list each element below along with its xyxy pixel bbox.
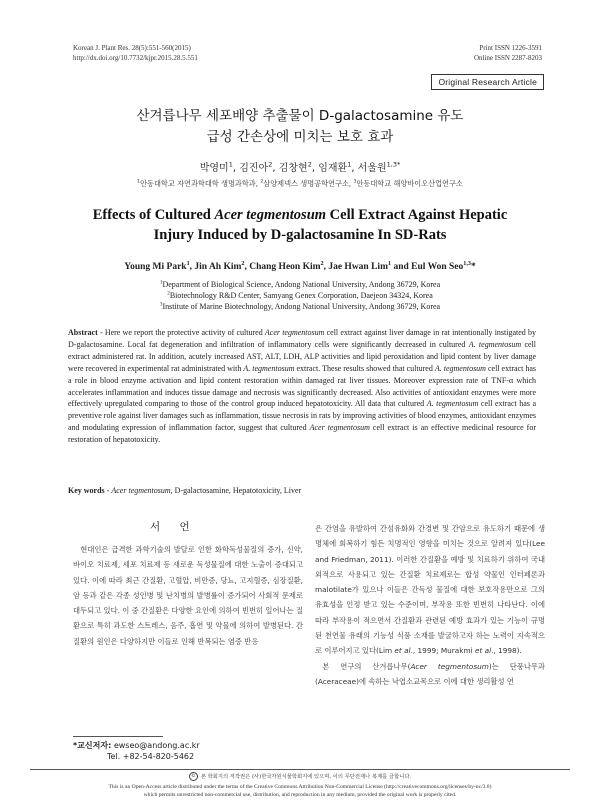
text-run: - Here we report the protective activity of cultured — [97, 328, 265, 337]
author-separator: , — [189, 262, 195, 272]
english-authors — [0, 262, 600, 272]
author-separator: and — [391, 262, 412, 272]
species-name: Acer tegmentosum — [264, 328, 325, 337]
doi-link[interactable]: http://dx.doi.org/10.7732/kjpr.2015.28.5.551 — [73, 54, 198, 62]
footnote-divider — [73, 736, 163, 737]
author-affiliation-marker: 1 — [387, 260, 392, 267]
korean-title — [0, 106, 600, 148]
article-type-badge: Original Research Article — [431, 74, 544, 90]
author-affiliation-marker: 2 — [320, 260, 324, 267]
species-name: Acer tegmentosum — [410, 661, 489, 671]
english-title-line1 — [0, 205, 600, 225]
affiliation-marker: 3 — [159, 301, 163, 308]
author-affiliation-marker: 2 — [268, 160, 273, 169]
affiliation-line — [0, 301, 600, 312]
affiliation-marker: 3 — [353, 179, 357, 185]
abstract-label: Abstract — [68, 328, 98, 337]
author-separator: , — [323, 262, 329, 272]
correspondence-label: *교신저자: — [73, 741, 112, 750]
author-name: Chang Heon Kim — [249, 262, 321, 272]
species-name: A. tegmentosum — [426, 399, 479, 409]
english-affiliations — [0, 279, 600, 312]
affiliation-marker: 1 — [159, 279, 163, 286]
correspondence-email[interactable]: ewseo@andong.ac.kr — [111, 741, 200, 750]
text-run: 본 연구의 산겨릅나무( — [322, 661, 411, 671]
intro-right-column — [315, 521, 545, 689]
author-affiliation-marker: 1 — [228, 160, 233, 169]
author-name: Eul Won Seo — [411, 262, 464, 272]
print-issn: Print ISSN 1226-3591 — [479, 44, 542, 52]
author-separator: , — [244, 262, 250, 272]
text-run: cell extract against liver damage in rat intentionally instigated by D-galactosamine. Local fat degeneration and infiltration of inflammatory cells were significantly decreased in cultured — [68, 328, 536, 349]
english-title-line2: Injury Induced by D-galactosamine In SD-Rats — [153, 227, 447, 243]
intro-paragraph — [315, 521, 545, 659]
author-affiliation-marker: 1,3 — [463, 260, 471, 267]
author-name: 김진아 — [239, 163, 269, 174]
author-affiliation-marker: 1 — [347, 160, 352, 169]
copyright-text: 본 학회지의 저작권은 (사)한국자원식물학회지에 있으며, 이의 무단전재나 복제를 금합니다. — [200, 774, 412, 780]
author-name: 서울원 — [357, 163, 387, 174]
correspondence-tel: Tel. +82-54-820-5462 — [107, 752, 195, 761]
journal-citation — [73, 43, 198, 63]
license-line-1: This is an Open-Access article distributed under the terms of the Creative Commons Attribution Non-Commercial License (http://creativecommons.org/licenses/by-nc/3.0) — [108, 784, 492, 790]
text-run: extract. These results showed that cultured — [294, 363, 435, 373]
species-name: et al — [394, 646, 411, 656]
text-run: )는 단풍나무과(Aceraceae)에 속하는 낙엽소교목으로 이에 대한 생리활성 연 — [315, 661, 545, 686]
korean-title-line2: 급성 간손상에 미치는 보호 효과 — [206, 129, 394, 145]
keywords-label: Key words — [68, 486, 105, 495]
author-name: 임재환 — [318, 163, 348, 174]
section-heading-intro: 서 언 — [150, 521, 198, 533]
species-name: Acer tegmentosum — [214, 207, 327, 223]
intro-paragraph — [315, 659, 545, 690]
affiliation-line — [0, 290, 600, 301]
affiliation-text: Institute of Marine Biotechnology, Andong National University, Andong 36729, Korea — [162, 302, 441, 311]
correspondence-email-line — [73, 740, 200, 751]
author-name: Jae Hwan Lim — [328, 262, 388, 272]
affiliation-text: 삼양제넥스 생명공학연구소, — [263, 179, 354, 188]
species-name: A. tegmentosum — [434, 363, 486, 373]
online-issn: Online ISSN 2287-8203 — [473, 54, 542, 62]
author-separator: * — [470, 262, 476, 272]
title-part: Effects of Cultured — [92, 207, 215, 223]
author-name: 박영미 — [199, 163, 229, 174]
korean-affiliations — [0, 179, 600, 189]
english-title — [0, 205, 600, 245]
species-name: A. tegmentosum — [243, 363, 295, 373]
text-run: ., 1998). — [491, 646, 522, 656]
species-name: Acer tegmentosum — [111, 486, 171, 495]
journal-name: Korean J. Plant Res. 28(5):551-560(2015) — [73, 44, 191, 52]
korean-title-line1: 산겨릅나무 세포배양 추출물이 D-galactosamine 유도 — [136, 108, 464, 124]
species-name: et al — [474, 646, 492, 656]
intro-left-column — [73, 542, 303, 649]
copyright-notice — [30, 772, 570, 781]
footer-divider — [30, 769, 570, 770]
author-affiliation-marker: 2 — [307, 160, 312, 169]
author-name: Jin Ah Kim — [194, 262, 242, 272]
author-affiliation-marker: 1 — [186, 260, 190, 267]
affiliation-marker: 2 — [260, 179, 264, 185]
affiliation-marker: 1 — [137, 179, 141, 185]
korean-authors: 박영미$^1$, 김진아$^2$, 김창현$^2$, 임재환$^1$, 서울원$^{1,3*}$ — [199, 160, 401, 174]
author-affiliation-marker: 1,3* — [386, 160, 401, 169]
text-run: cell extract has a role in blood enzyme activation and lipid content restoration within damaged rat liver tissues. Moreover expression rate of TNF-α which accelerates inflammation and induces tissue damage and necrosis was significantly decreased. Also activities of antioxidant enzymes were more effectively upregulated comparing to those of the control group induced hepatotoxicity. All data that cultured — [68, 363, 536, 409]
author-affiliation-marker: 2 — [241, 260, 245, 267]
title-part: Cell Extract Against Hepatic — [326, 207, 508, 223]
correspondence — [73, 740, 200, 762]
affiliation-text: Department of Biological Science, Andong National University, Andong 36729, Korea — [162, 280, 441, 289]
author-name: 김창현 — [278, 163, 308, 174]
copyright-icon: © — [189, 772, 198, 781]
text-run: cell extract administered rat. In addition, acutely increased AST, ALT, LDH, ALP activities and lipid peroxidation and lipid content by liver damage were recovered in experimental rat administrated with — [68, 339, 537, 373]
text-run: cell extract has a preventive role against liver damages such as inflammation, tissue necrosis in rats by improving activities of blood enzymes, antioxidant enzymes and modulating expression of inflammation factor, suggest that cultured — [68, 399, 536, 433]
affiliation-line — [0, 279, 600, 290]
text-run: 은 간염을 유발하여 간섬유화와 간경변 및 간암으로 유도하기 때문에 생명체에 회복하기 힘든 치명적인 영향을 미치는 것으로 알려져 있다(Lee and Friedman, 2011). 이러한 간질환을 예방 및 치료하기 위하여 국내외적으로 사용되고 있는 간질환 치료제로는 합성 약물인 인터페론과 malotilate가 있으나 이들은 간독성 물질에 대한 보호작용만으로 그의 유효성을 인정 받고 있는 수준이며, 부작용 또한 빈번히 나타난다. 이에 따라 부작용이 적으면서 간질환과 관련된 예방 효과가 있는 기능이 규명된 천연물 유래의 기능성 식품 소재를 발굴하고자 하는 노력이 지속적으로 이루어지고 있다(Lim — [315, 524, 545, 656]
license-notice — [30, 783, 570, 799]
text-run: cell extract is an effective medicinal resource for restoration of hepatotoxicity. — [68, 423, 536, 445]
license-line-2: which permits unrestricted non-commercial use, distribution, and reproduction in any medium, provided the original work is properly cited. — [143, 792, 457, 798]
species-name: Acer tegmentosum — [309, 423, 370, 433]
affiliation-text: 안동대학교 해양바이오산업연구소 — [356, 179, 463, 188]
affiliation-text: Biotechnology R&D Center, Samyang Genex Corporation, Daejeon 34324, Korea — [169, 291, 433, 300]
text-run: - — [104, 486, 112, 495]
text-run: , D-galactosamine, Hepatotoxicity, Liver — [170, 486, 302, 495]
keywords — [68, 486, 536, 495]
affiliation-text: 안동대학교 자연과학대학 생명과학과, — [140, 179, 261, 188]
text-run: ., 1999; Murakmi — [410, 646, 475, 656]
affiliation-marker: 2 — [167, 290, 170, 297]
intro-paragraph: 현대인은 급격한 과학기술의 발달로 인한 화학독성물질의 증가, 신약, 바이오 치료제, 세포 치료제 등 새로운 독성물질에 대한 노출이 증대되고 있다. 이에 따라 최근 간질환, 고혈압, 비만증, 당뇨, 고지혈증, 심장질환, 암 등과 같은 각종 성인병 및 난치병의 발병률이 증가되어 사회적 문제로 대두되고 있다. 이 중 간질환은 다양한 요인에 의하여 빈번히 일어나는 질환으로 특히 과도한 스트레스, 음주, 흡연 및 약물에 의하여 발병된다. 간질환의 원인은 다양하지만 이들로 인해 반복되는 염증 반응 — [73, 545, 303, 646]
issn-block — [474, 43, 542, 63]
abstract — [68, 327, 536, 446]
author-name: Young Mi Park — [124, 262, 187, 272]
species-name: A. tegmentosum — [468, 339, 522, 349]
